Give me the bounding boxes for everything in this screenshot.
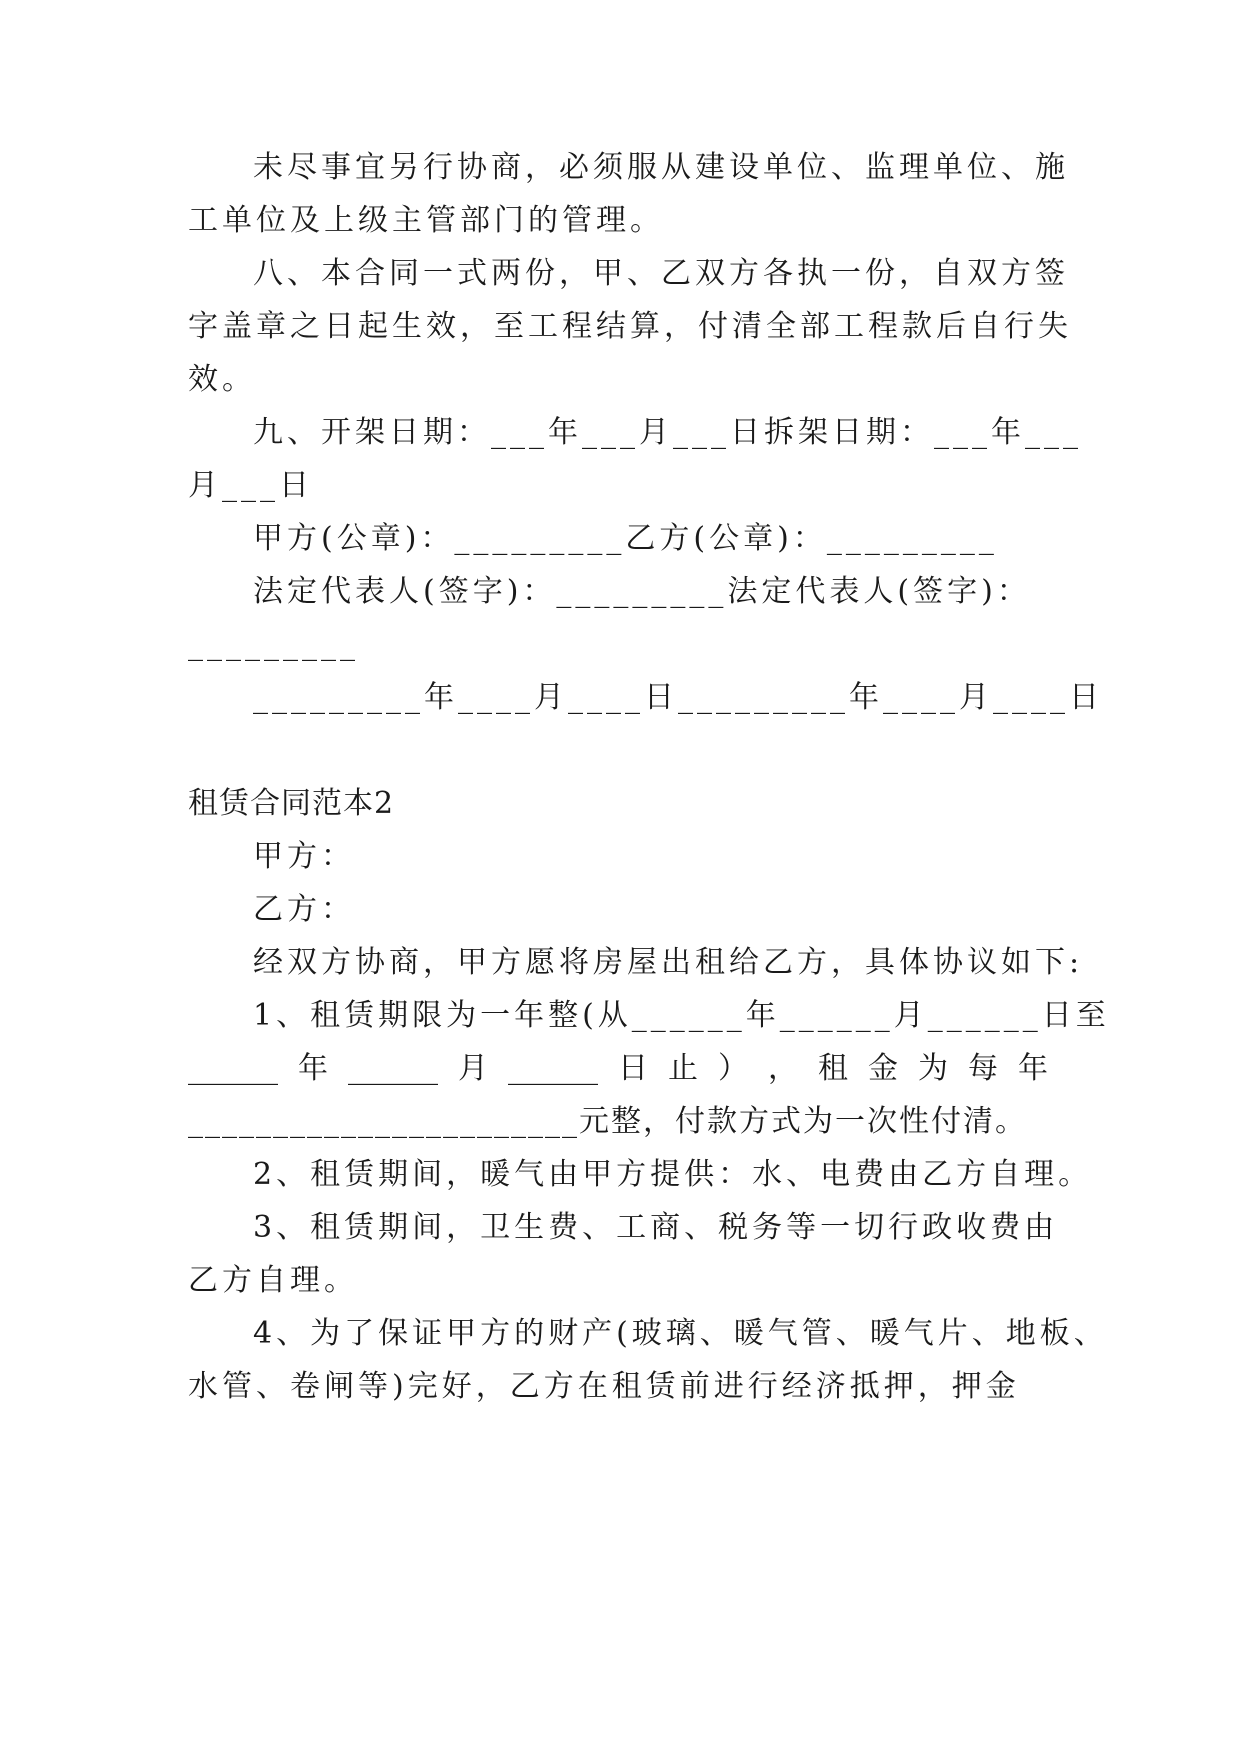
text-token: 月 bbox=[458, 1051, 488, 1086]
paragraph-line: 1、租赁期限为一年整(从______年______月______日至 bbox=[253, 998, 1110, 1033]
text-token: ______ bbox=[188, 1051, 278, 1086]
signature-blank-line: _________ bbox=[188, 627, 359, 662]
signature-representative-line: 法定代表人(签字)：_________法定代表人(签字)： bbox=[253, 574, 1031, 609]
paragraph-line: 水管、卷闸等)完好，乙方在租赁前进行经济抵押，押金 bbox=[188, 1369, 1020, 1404]
paragraph-line: 字盖章之日起生效，至工程结算，付清全部工程款后自行失 bbox=[188, 309, 1072, 344]
text-token: 年 bbox=[1018, 1051, 1048, 1086]
text-token: 租 bbox=[818, 1051, 848, 1086]
paragraph-line: 乙方自理。 bbox=[188, 1263, 358, 1298]
paragraph-line: 月___日 bbox=[188, 468, 313, 503]
paragraph-line: 效。 bbox=[188, 362, 256, 397]
justified-line bbox=[188, 1049, 1048, 1089]
section-title: 租赁合同范本2 bbox=[188, 786, 395, 821]
paragraph-line: 未尽事宜另行协商，必须服从建设单位、监理单位、施 bbox=[253, 150, 1069, 185]
text-token: ） bbox=[718, 1051, 748, 1086]
text-token: 止 bbox=[668, 1051, 698, 1086]
text-token: ， bbox=[768, 1051, 798, 1086]
signature-date-line: _________年____月____日_________年____月____日 bbox=[253, 680, 1103, 715]
paragraph-line: 3、租赁期间，卫生费、工商、税务等一切行政收费由 bbox=[253, 1210, 1059, 1245]
paragraph-line: 2、租赁期间，暖气由甲方提供：水、电费由乙方自理。 bbox=[253, 1157, 1093, 1192]
paragraph-line: 工单位及上级主管部门的管理。 bbox=[188, 203, 664, 238]
text-token: 每 bbox=[968, 1051, 998, 1086]
paragraph-line: 4、为了保证甲方的财产(玻璃、暖气管、暖气片、地板、 bbox=[253, 1316, 1108, 1351]
party-b-line: 乙方： bbox=[253, 892, 355, 927]
paragraph-line: 九、开架日期：___年___月___日拆架日期：___年___ bbox=[253, 415, 1082, 450]
text-token: 日 bbox=[618, 1051, 648, 1086]
paragraph-line: 经双方协商，甲方愿将房屋出租给乙方，具体协议如下: bbox=[253, 945, 1084, 980]
text-token: 为 bbox=[918, 1051, 948, 1086]
text-token: ______ bbox=[508, 1051, 598, 1086]
text-token: 金 bbox=[868, 1051, 898, 1086]
party-a-line: 甲方： bbox=[253, 839, 355, 874]
text-token: 年 bbox=[298, 1051, 328, 1086]
signature-party-line: 甲方(公章)：_________乙方(公章)：_________ bbox=[253, 521, 998, 556]
text-token: ______ bbox=[348, 1051, 438, 1086]
paragraph-line: 八、本合同一式两份，甲、乙双方各执一份，自双方签 bbox=[253, 256, 1069, 291]
paragraph-line: _______________________元整，付款方式为一次性付清。 bbox=[188, 1104, 1027, 1139]
